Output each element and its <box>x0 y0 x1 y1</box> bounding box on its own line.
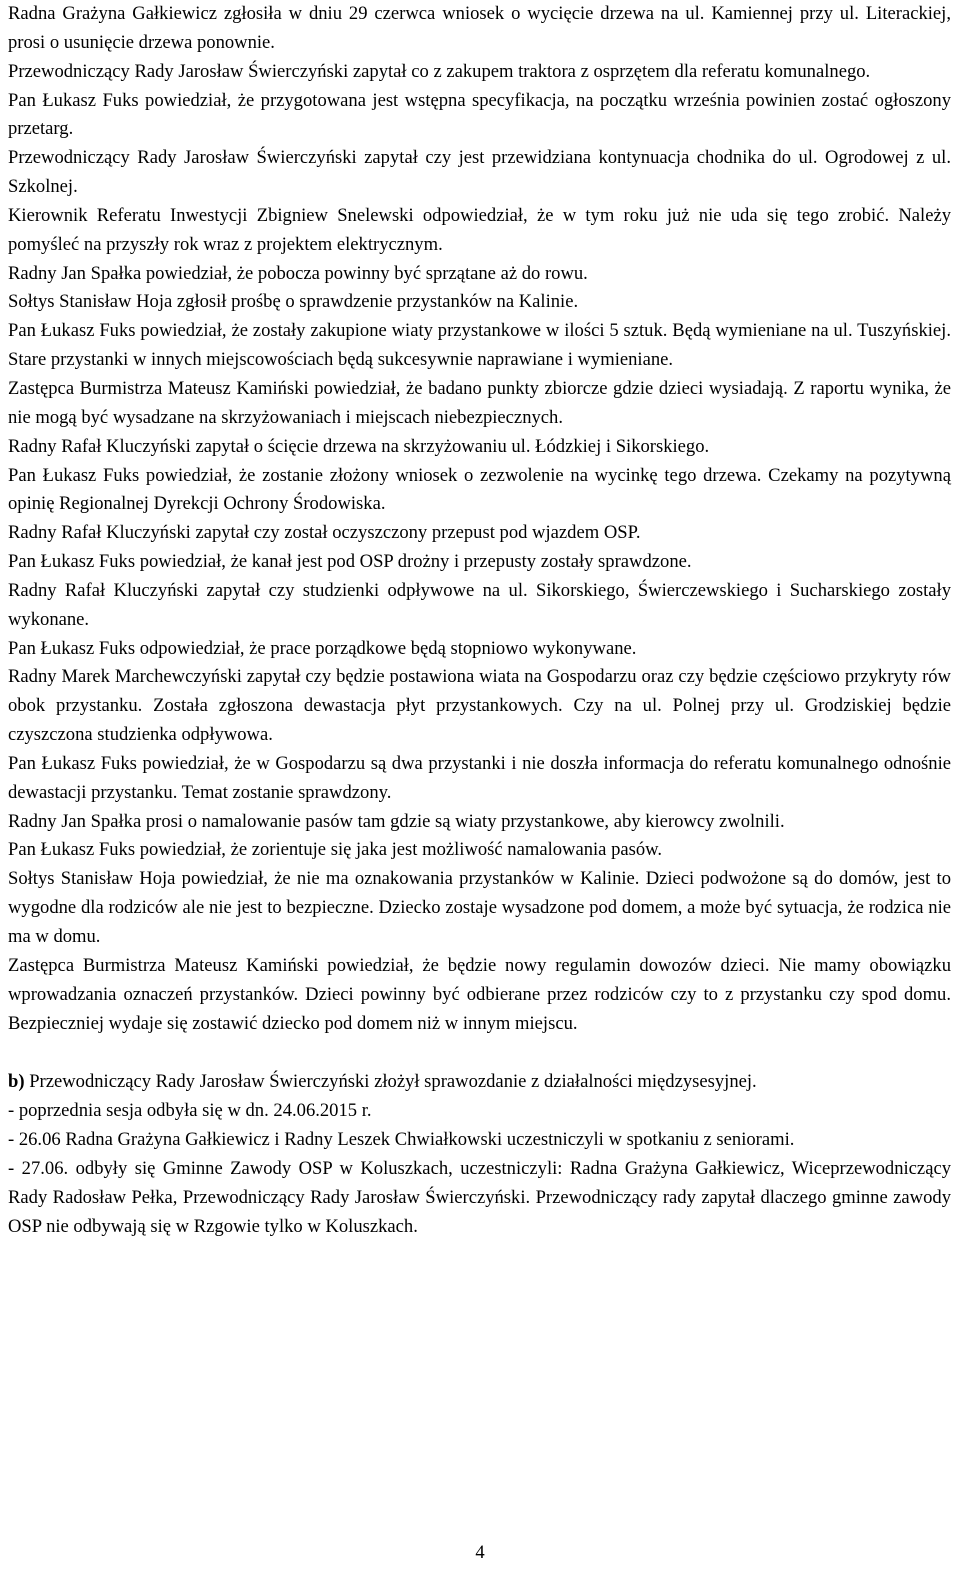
paragraph: Radny Jan Spałka powiedział, że pobocza powinny być sprzątane aż do rowu. <box>8 262 588 284</box>
paragraph: Radny Rafał Kluczyński zapytał o ścięcie drzewa na skrzyżowaniu ul. Łódzkiej i Sikorskiego. <box>8 435 710 457</box>
paragraph: Zastępca Burmistrza Mateusz Kamiński powiedział, że będzie nowy regulamin dowozów dzieci. Nie mamy obowiązku wprowadzania oznaczeń przystanków. Dzieci powinny być odbierane przez rodziców czy to z przystanku czy spod domu. Bezpieczniej wydaje się zostawić dziecko pod domem niż w innym miejscu. <box>8 954 951 1034</box>
paragraph: Pan Łukasz Fuks powiedział, że przygotowana jest wstępna specyfikacja, na początku września powinien zostać ogłoszony przetarg. <box>8 89 951 140</box>
paragraph: Przewodniczący Rady Jarosław Świerczyński zapytał co z zakupem traktora z osprzętem dla referatu komunalnego. <box>8 60 871 82</box>
report-list-item: - poprzednia sesja odbyła się w dn. 24.06.2015 r. <box>8 1100 372 1122</box>
paragraph: Pan Łukasz Fuks powiedział, że kanał jest pod OSP drożny i przepusty zostały sprawdzone. <box>8 551 692 573</box>
paragraph: Radny Rafał Kluczyński zapytał czy studzienki odpływowe na ul. Sikorskiego, Świerczewskiego i Sucharskiego zostały wykonane. <box>8 579 951 630</box>
paragraph: Sołtys Stanisław Hoja powiedział, że nie ma oznakowania przystanków w Kalinie. Dzieci podwożone są do domów, jest to wygodne dla rodziców ale nie jest to bezpieczne. Dziecko zostaje wysadzone pod domem, a może być sytuacja, że rodzica nie ma w domu. <box>8 868 951 947</box>
report-list-item: - 26.06 Radna Grażyna Gałkiewicz i Radny Leszek Chwiałkowski uczestniczyli w spotkaniu z seniorami. <box>8 1129 795 1151</box>
paragraph: Sołtys Stanisław Hoja zgłosił prośbę o sprawdzenie przystanków na Kalinie. <box>8 291 579 313</box>
paragraph: Pan Łukasz Fuks powiedział, że w Gospodarzu są dwa przystanki i nie doszła informacja do referatu komunalnego odnośnie dewastacji przystanku. Temat zostanie sprawdzony. <box>8 752 951 803</box>
report-list-item: - 27.06. odbyły się Gminne Zawody OSP w Koluszkach, uczestniczyli: Radna Grażyna Gałkiewicz, Wiceprzewodniczący Rady Radosław Pełka, Przewodniczący Rady Jarosław Świerczyński. Przewodniczący rady zapytał dlaczego gminne zawody OSP nie odbywają się w Rzgowie tylko w Koluszkach. <box>8 1157 951 1237</box>
paragraph: Pan Łukasz Fuks powiedział, że zorientuje się jaka jest możliwość namalowania pasów. <box>8 839 663 861</box>
paragraph: Zastępca Burmistrza Mateusz Kamiński powiedział, że badano punkty zbiorcze gdzie dzieci wysiadają. Z raportu wynika, że nie mogą być wysadzane na skrzyżowaniach i miejscach niebezpiecznych. <box>8 377 951 428</box>
paragraph: Radny Rafał Kluczyński zapytał czy został oczyszczony przepust pod wjazdem OSP. <box>8 522 641 544</box>
paragraph: Radny Jan Spałka prosi o namalowanie pasów tam gdzie są wiaty przystankowe, aby kierowcy zwolnili. <box>8 810 785 832</box>
paragraph: Radna Grażyna Gałkiewicz zgłosiła w dniu 29 czerwca wniosek o wycięcie drzewa na ul. Kamiennej przy ul. Literackiej, prosi o usunięcie drzewa ponownie. <box>8 3 951 53</box>
paragraph: Pan Łukasz Fuks powiedział, że zostały zakupione wiaty przystankowe w ilości 5 sztuk. Będą wymieniane na ul. Tuszyńskiej. Stare przystanki w innych miejscowościach będą sukcesywnie naprawiane i wymieniane. <box>8 320 951 371</box>
paragraph: Radny Marek Marchewczyński zapytał czy będzie postawiona wiata na Gospodarzu oraz czy będzie częściowo przykryty rów obok przystanku. Została zgłoszona dewastacja płyt przystankowych. Czy na ul. Polnej przy ul. Grodziskiej będzie czyszczona studzienka odpływowa. <box>8 666 951 746</box>
paragraph: Pan Łukasz Fuks odpowiedział, że prace porządkowe będą stopniowo wykonywane. <box>8 637 637 659</box>
paragraph: Kierownik Referatu Inwestycji Zbigniew Snelewski odpowiedział, że w tym roku już nie uda się tego zrobić. Należy pomyśleć na przyszły rok wraz z projektem elektrycznym. <box>8 204 951 255</box>
section-letter: b) <box>8 1071 25 1093</box>
page-number: 4 <box>475 1542 485 1563</box>
paragraph: Przewodniczący Rady Jarosław Świerczyński zapytał czy jest przewidziana kontynuacja chodnika do ul. Ogrodowej z ul. Szkolnej. <box>8 147 951 198</box>
section-b-heading <box>8 1068 951 1097</box>
document-page <box>8 0 951 1241</box>
paragraph: Pan Łukasz Fuks powiedział, że zostanie złożony wniosek o zezwolenie na wycinkę tego drzewa. Czekamy na pozytywną opinię Regionalnej Dyrekcji Ochrony Środowiska. <box>8 464 951 515</box>
section-b-text: Przewodniczący Rady Jarosław Świerczyński złożył sprawozdanie z działalności międzysesyjnej. <box>24 1071 757 1093</box>
